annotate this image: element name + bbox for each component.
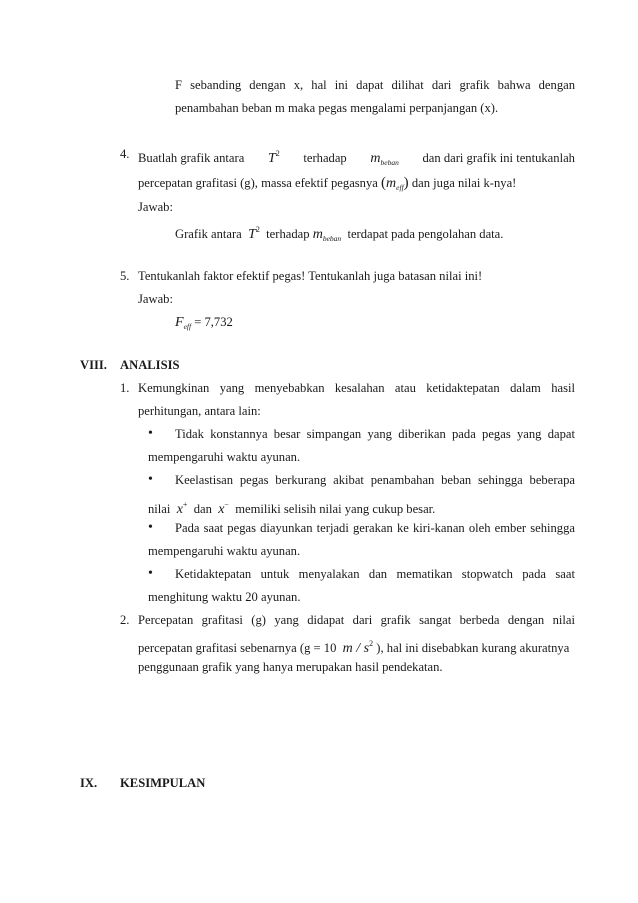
bullet-line: Pada saat pegas diayunkan terjadi gerakan ke kiri-kanan oleh ember sehingga (175, 521, 575, 535)
section-title: KESIMPULAN (120, 776, 206, 790)
bullet-icon: • (148, 426, 153, 441)
item-line: percepatan grafitasi sebenarnya (g = 10 m / $s^2$ ), hal ini disebabkan kurang akuratnya (138, 639, 570, 656)
math-T-squared: $T^2$ (248, 225, 260, 242)
bullet-line: mempengaruhi waktu ayunan. (148, 544, 301, 558)
item-line: Percepatan grafitasi (g) yang didapat dari grafik sangat berbeda dengan nilai (138, 613, 575, 627)
bullet-icon: • (148, 520, 153, 535)
question-4-line-2: percepatan grafitasi (g), massa efektif pegasnya $(m_{eff})$ dan juga nilai k-nya! (138, 175, 517, 192)
question-number: 5. (120, 269, 130, 283)
item-number: 2. (120, 613, 130, 627)
math-x-minus: x− (218, 500, 229, 517)
answer-label: Jawab: (138, 200, 173, 214)
math-unit: m / $s^2$ (342, 639, 374, 656)
bullet-line: Tidak konstannya besar simpangan yang diberikan pada pegas yang dapat (175, 427, 575, 441)
text: terhadap (303, 151, 347, 165)
bullet-icon: • (148, 472, 153, 487)
answer-label: Jawab: (138, 292, 173, 306)
item-number: 1. (120, 381, 130, 395)
answer-5-equation: $F_{eff} = 7,732$ (175, 315, 233, 331)
math-m-eff: $(m_{eff})$ (381, 175, 409, 192)
section-title: ANALISIS (120, 358, 180, 372)
math-T-squared: $T^2$ (267, 149, 280, 166)
bullet-line: mempengaruhi waktu ayunan. (148, 450, 301, 464)
item-line: perhitungan, antara lain: (138, 404, 261, 418)
question-4-line-1 (138, 146, 575, 171)
bullet-line: nilai x+ dan x− memiliki selisih nilai yang cukup besar. (148, 500, 436, 517)
item-line: Kemungkinan yang menyebabkan kesalahan atau ketidaktepatan dalam hasil (138, 381, 575, 395)
paragraph-line: penambahan beban m maka pegas mengalami perpanjangan (x). (175, 101, 499, 115)
question-5-text: Tentukanlah faktor efektif pegas! Tentukanlah juga batasan nilai ini! (138, 269, 483, 283)
bullet-icon: • (148, 566, 153, 581)
section-number: IX. (80, 776, 98, 790)
bullet-line: Ketidaktepatan untuk menyalakan dan mematikan stopwatch pada saat (175, 567, 575, 581)
section-number: VIII. (80, 358, 107, 372)
item-line: penggunaan grafik yang hanya merupakan hasil pendekatan. (138, 660, 443, 674)
math-m-beban: $m_{beban}$ (312, 227, 342, 243)
paragraph-line: F sebanding dengan x, hal ini dapat dilihat dari grafik bahwa dengan (175, 78, 575, 92)
question-number: 4. (120, 147, 130, 161)
bullet-line: menghitung waktu 20 ayunan. (148, 590, 301, 604)
math-m-beban: $m_{beban}$ (370, 151, 399, 167)
bullet-line: Keelastisan pegas berkurang akibat penambahan beban sehingga beberapa (175, 473, 575, 487)
text: Buatlah grafik antara (138, 151, 245, 165)
text: dan dari grafik ini tentukanlah (422, 151, 575, 165)
answer-4-line: Grafik antara $T^2$ terhadap $m_{beban}$ terdapat pada pengolahan data. (175, 225, 504, 243)
math-x-plus: x+ (176, 500, 188, 517)
